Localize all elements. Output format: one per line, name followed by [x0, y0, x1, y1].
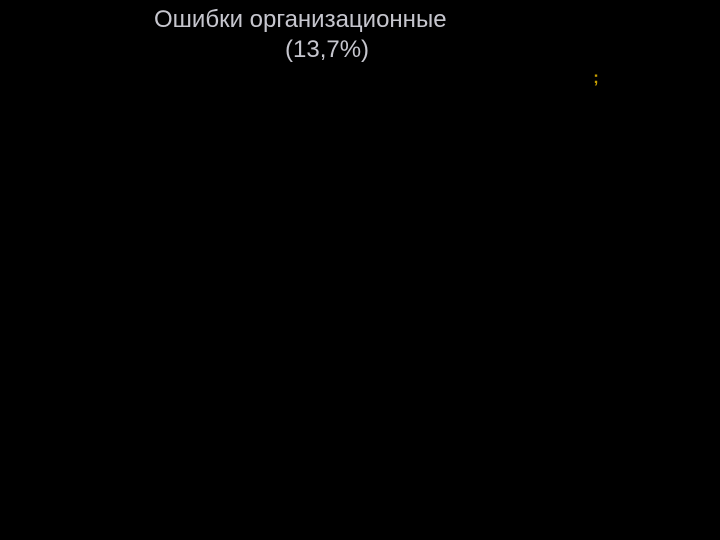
slide-body — [48, 66, 716, 526]
list-item — [48, 308, 716, 332]
list-item — [48, 90, 716, 114]
list-item — [48, 380, 716, 404]
slide-title-line1: Ошибки организационные — [154, 6, 447, 33]
list-item — [48, 356, 716, 380]
line-text: -прочие ошибки — [48, 503, 181, 523]
line-text: б) временные — [48, 188, 163, 208]
line-text: лечебно-транспортной иммобилизации — [70, 382, 398, 402]
list-item — [48, 187, 716, 211]
line-text: методикам — [70, 479, 160, 499]
list-item — [48, 114, 716, 138]
line-text: г) поздняя доставка экстренных пострадавших — [48, 237, 440, 257]
list-item — [48, 477, 716, 501]
line-text: в) по направлениям эвакуации — [48, 213, 304, 233]
list-item — [48, 211, 716, 235]
line-text: а) ошибки в расстановке кадров — [48, 92, 316, 112]
line-text: а) эвакуация раненых без выполнения окончательной остановки — [48, 309, 591, 329]
list-item — [48, 453, 716, 477]
section-heading — [48, 139, 716, 163]
line-text: -дефекты эвакуации: — [48, 140, 224, 160]
section-heading — [48, 66, 716, 90]
line-text: -организационные ошибки начального периода боевых действий — [48, 68, 594, 87]
list-item — [48, 235, 716, 259]
line-suffix: ; — [593, 68, 599, 87]
line-text: б) отсутствие должного оснащения хирургических бригад — [48, 116, 528, 136]
line-text: д) увеличение числа этапов эвакуации раненых и пострадавших — [48, 261, 587, 281]
line-text: б) эвакуация раненых в конечности без лечебной или — [48, 358, 495, 378]
line-text: г) выполнение оперативных вмешательств по нерацирнальным — [48, 455, 584, 474]
section-heading — [48, 284, 716, 308]
section-heading — [48, 501, 716, 525]
list-item — [48, 429, 716, 453]
list-item — [48, 260, 716, 284]
line-text: в) неподготовленность хирургических бригад к выполнению — [48, 406, 554, 426]
list-item — [48, 163, 716, 187]
list-item — [48, 332, 716, 356]
line-text: -лечебно-организационные: — [48, 285, 281, 305]
slide-title-line2: (13,7%) — [285, 36, 370, 63]
line-text: экстренных оперативных вмешательств — [70, 430, 408, 450]
line-text: кровотечения — [70, 334, 184, 354]
list-item — [48, 405, 716, 429]
line-text: а) лечебные — [48, 164, 149, 184]
